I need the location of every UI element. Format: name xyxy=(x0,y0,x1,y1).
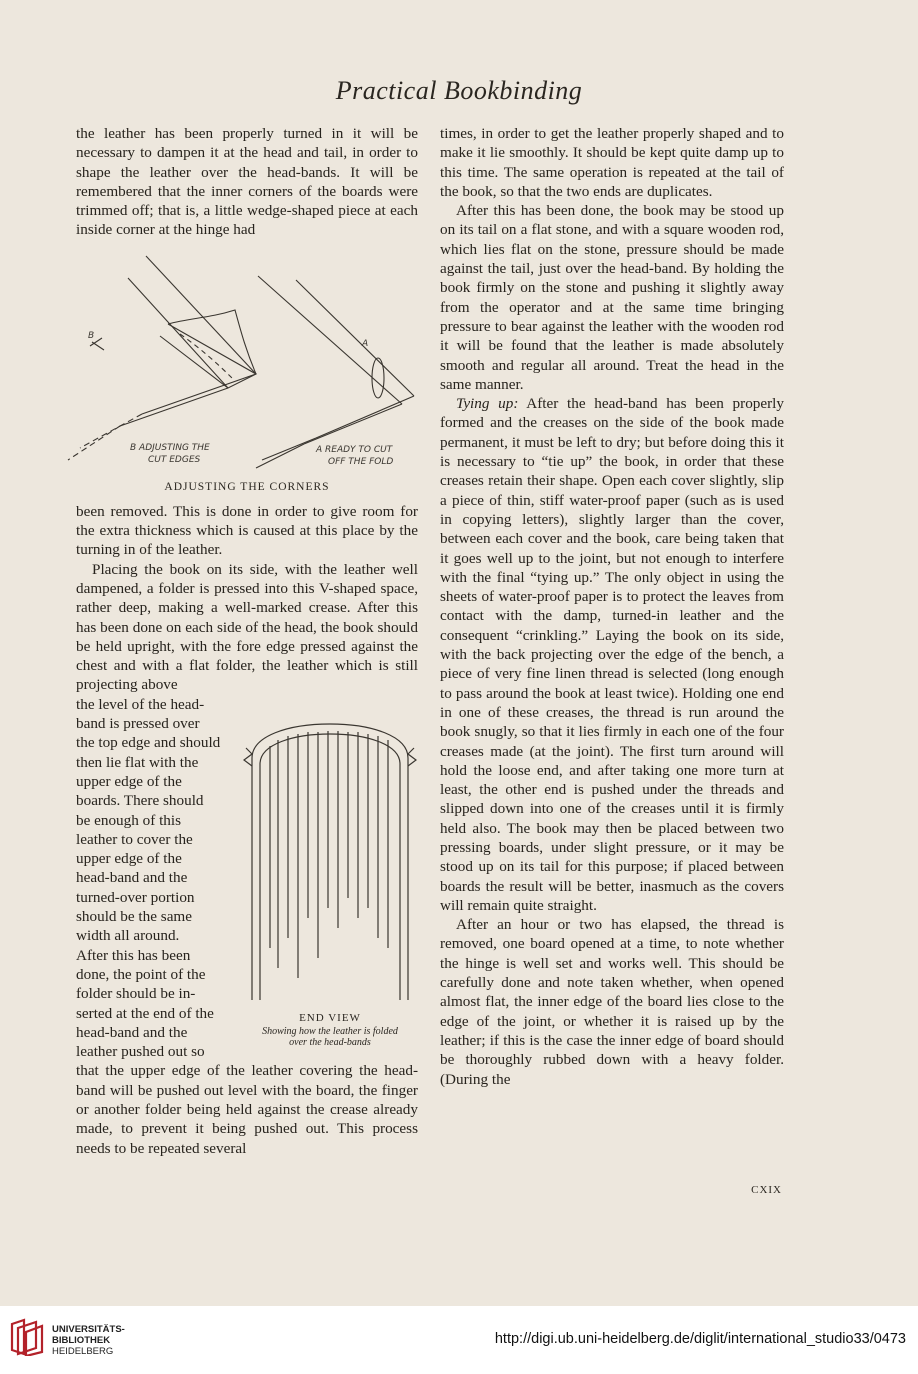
tying-up-heading: Tying up: xyxy=(456,395,519,413)
library-logo-icon xyxy=(10,1318,44,1356)
wrap-line: the top edge and should xyxy=(76,734,221,752)
right-para-1: times, in order to get the leather properly shaped and to make it lie smoothly. It should be kept quite damp up to this time. The same operation is repeated at the tail of the book, so that the two ends are duplicates. xyxy=(440,125,784,200)
figure-2-subcaption-line2: over the head-bands xyxy=(289,1037,371,1048)
left-para-2: been removed. This is done in order to give room for the extra thickness which is caused at this place by the turning in of the leather. xyxy=(76,502,418,559)
right-para-2: After this has been done, the book may be stood up on its tail on a flat stone, and with a square wooden rod, which lies flat on the stone, pressure should be made against the tail, just over the head-band. By holding the book firmly on the stone and pushing it slightly away from the operator and at the same time bringing pressure to bear against the leather with the wooden rod it will be found that the leather is made absolutely smooth and regular all around. Treat the head in the same manner. xyxy=(440,202,784,393)
wrap-line: After this has been xyxy=(76,946,191,964)
institution-line-1: UNIVERSITÄTS- xyxy=(52,1324,125,1335)
wrapped-text-block xyxy=(76,695,230,1062)
institution-line-2: BIBLIOTHEK xyxy=(52,1335,111,1346)
running-head: Practical Bookbinding xyxy=(335,76,583,105)
page-number: CXIX xyxy=(751,1184,782,1196)
wrap-line: upper edge of the xyxy=(76,772,182,790)
left-para-1: the leather has been properly turned in it will be necessary to dampen it at the head and tail, in order to shape the leather over the head-bands. It will be remembered that the inner corners of the boards were trimmed off; that is, a little wedge-shaped piece at each inside corner at the hinge had xyxy=(76,125,418,239)
wrap-line: serted at the end of the xyxy=(76,1004,214,1022)
fig1-label-cut-edges: CUT EDGES xyxy=(148,455,201,465)
wrap-line: boards. There should xyxy=(76,792,204,810)
wrap-line: leather to cover the xyxy=(76,830,193,848)
wrap-line: band is pressed over xyxy=(76,715,200,733)
right-column xyxy=(440,124,784,1089)
wrap-line: turned-over portion xyxy=(76,888,195,906)
wrap-line: done, the point of the xyxy=(76,965,206,983)
figure-2-subcaption-line1: Showing how the leather is folded xyxy=(262,1026,398,1037)
figure-1-caption: ADJUSTING THE CORNERS xyxy=(164,481,330,493)
wrap-line: should be the same xyxy=(76,908,192,926)
wrap-line: head-band and the xyxy=(76,1023,188,1041)
right-para-3 xyxy=(440,394,784,915)
fig1-label-a: A xyxy=(362,339,369,349)
fig1-label-b: B xyxy=(88,331,95,341)
fig1-label-adjusting: B ADJUSTING THE xyxy=(130,443,210,453)
fig1-label-ready: A READY TO CUT xyxy=(316,445,393,455)
right-para-3-body: After the head-band has been properly formed and the creases on the side of the book made permanent, it must be left to dry; but before doing this it is necessary to “tie up” the book, in order that these creases retain their shape. Open each cover slightly, slip a piece of thin, stiff water-proof paper (such as is used in copying letters), slightly larger than the cover, between each cover and the book, care being taken that it goes well up to the joint, but not enough to interfere with the final “tying up.” The only object in using the sheets of water-proof paper is to protect the leaves from contact with the damp, turned-in leather and the consequent “crinkling.” Laying the book on its side, with the back projecting over the edge of the bench, a piece of very fine linen thread is selected (long enough to pass around the book at least twice). Holding one end in one of these creases, the thread is run around the book snugly, so that it lies firmly in each one of the four creases made (at the joint). The first turn around will hold the loose end, and after taking one more turn at least, the other end is pushed under the threads and slipped down into one of the creases until it is firmly held also. The book may then be placed between two pressing boards, under slight pressure, or it may be stood up on its tail for this purpose; if placed between boards the result will be better, inasmuch as the covers will remain quite straight. xyxy=(440,395,785,914)
wrap-line: folder should be in- xyxy=(76,985,196,1003)
institution-line-3: HEIDELBERG xyxy=(52,1346,114,1357)
left-para-4: that the upper edge of the leather covering the head-band will be pushed out level with the board, the finger or another folder being held against the crease already made, to prevent it being pushed out. This process needs to be repeated several xyxy=(76,1062,418,1157)
left-column xyxy=(76,124,418,1158)
figure-2-caption: END VIEW xyxy=(299,1012,361,1024)
fig1-label-fold: OFF THE FOLD xyxy=(328,457,394,467)
wrap-line: be enough of this xyxy=(76,811,182,829)
wrap-line: width all around. xyxy=(76,927,180,945)
wrap-line: then lie flat with the xyxy=(76,753,199,771)
right-para-4: After an hour or two has elapsed, the thread is removed, one board opened at a time, to note whether the hinge is well set and works well. This should be carefully done and note taken whether, when opened almost flat, the inner edge of the board lies close to the edge of the joint, or whether it is raised up by the leather; if this is the case the inner edge of board should be thoroughly rubbed down with a heavy folder. (During the xyxy=(440,916,784,1088)
wrap-line: head-band and the xyxy=(76,869,188,887)
wrap-line: the level of the head- xyxy=(76,695,205,713)
page-url-link[interactable]: http://digi.ub.uni-heidelberg.de/diglit/international_studio33/0473 xyxy=(494,1331,906,1347)
wrap-line: upper edge of the xyxy=(76,850,182,868)
wrap-line: leather pushed out so xyxy=(76,1043,205,1061)
institution-name[interactable] xyxy=(52,1324,125,1357)
left-para-3: Placing the book on its side, with the leather well dampened, a folder is pressed into this V-shaped space, rather deep, making a well-marked crease. After this has been done on each side of the head, the book should be held upright, with the fore edge pressed against the chest and with a flat folder, the leather which is still projecting above xyxy=(76,560,418,694)
